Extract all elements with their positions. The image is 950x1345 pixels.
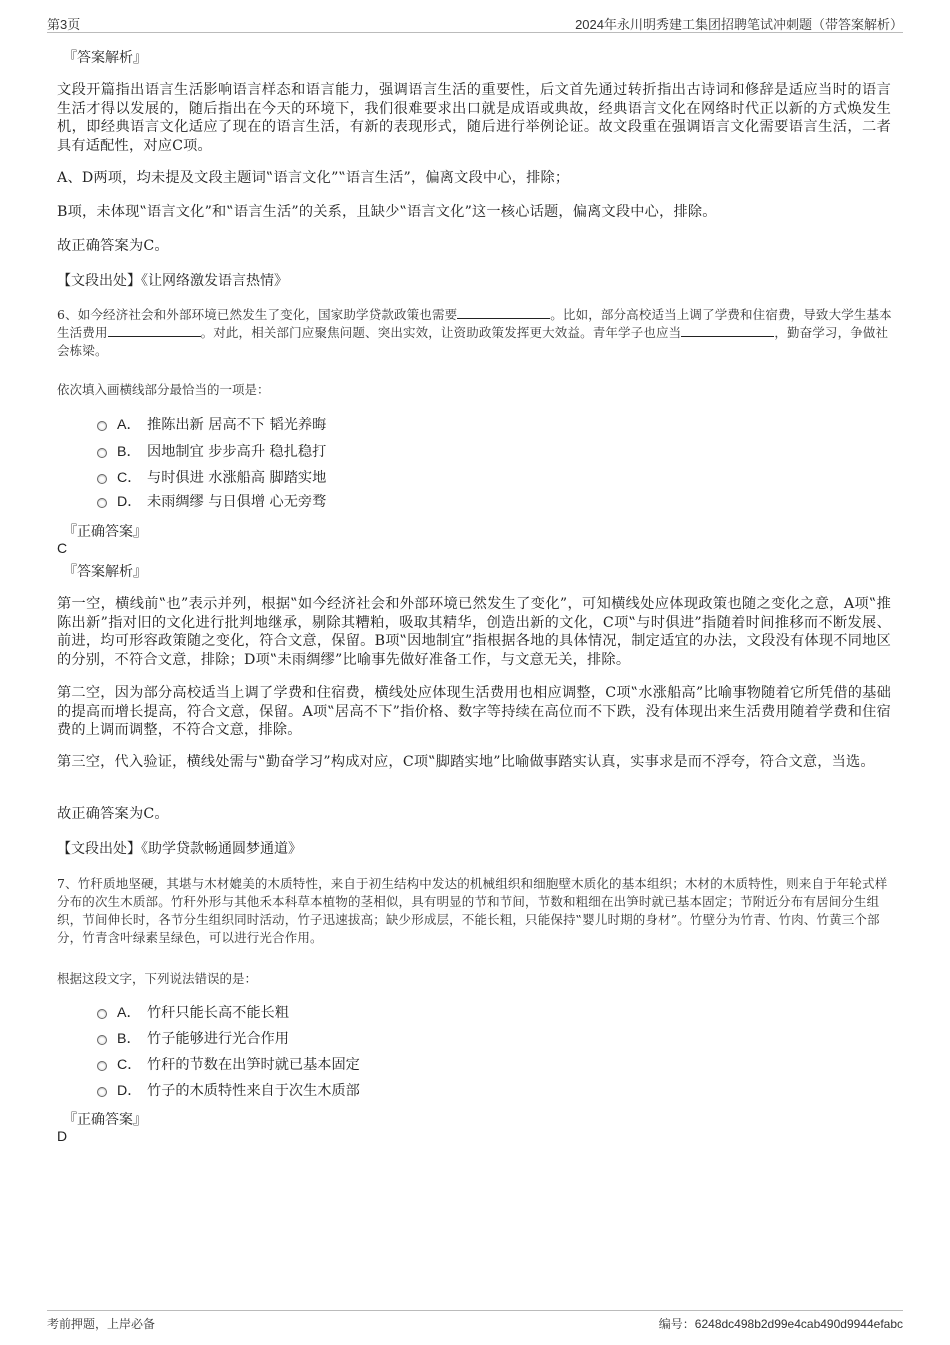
fill-blank [681, 324, 774, 337]
passage-source: 【文段出处】《助学贷款畅通圆梦通道》 [57, 841, 302, 857]
question-prompt: 依次填入画横线部分最恰当的一项是： [57, 382, 270, 397]
question-7-stem: 7、竹秆质地坚硬，其堪与木材媲美的木质特性，来自于初生结构中发达的机械组织和细胞壁木质化的基本组织；木材的木质特性，则来自于年轮式样分布的次生木质部。竹秆外形与其他禾本科草本植物的茎相似，具有明显的节和节间，节数和粗细在出笋时就已基本固定；节附近分布有居间分生组织，节间伸长时，各节分生组织同时活动，竹子迅速拔高；缺少形成层，不能长粗，只能保持‟婴儿时期的身材”。竹壁分为竹青、竹肉、竹黄三个部分，竹青含叶绿素呈绿色，可以进行光合作用。 [57, 876, 888, 945]
option-d[interactable]: D． 竹子的木质特性来自于次生木质部 [97, 1080, 360, 1100]
correct-answer-label: 『正确答案』 [63, 1112, 147, 1128]
radio-button-icon[interactable] [97, 448, 107, 458]
footer-slogan: 考前押题，上岸必备 [47, 1317, 156, 1331]
radio-button-icon[interactable] [97, 1087, 107, 1097]
option-b[interactable]: B． 因地制宜 步步高升 稳扎稳打 [97, 441, 326, 461]
analysis-conclusion: 故正确答案为C。 [57, 806, 169, 822]
document-title: 2024年永川明秀建工集团招聘笔试冲刺题（带答案解析） [575, 17, 903, 32]
option-d[interactable]: D． 未雨绸缪 与日俱增 心无旁骛 [97, 491, 326, 511]
analysis-paragraph: 第三空，代入验证，横线处需与‟勤奋学习”构成对应，C项‟脚踏实地”比喻做事踏实认真，实事求是而不浮夸，符合文意，当选。 [57, 754, 875, 770]
option-a[interactable]: A． 推陈出新 居高不下 韬光养晦 [97, 414, 326, 434]
page-header [47, 12, 903, 33]
option-c[interactable]: C． 与时俱进 水涨船高 脚踏实地 [97, 467, 326, 487]
option-c[interactable]: C． 竹秆的节数在出笋时就已基本固定 [97, 1054, 360, 1074]
fill-blank [108, 324, 201, 337]
question-prompt: 根据这段文字，下列说法错误的是： [57, 971, 258, 986]
analysis-paragraph: B项，未体现‟语言文化”和‟语言生活”的关系，且缺少‟语言文化”这一核心话题，偏离文段中心，排除。 [57, 204, 717, 220]
page-footer [47, 1310, 903, 1332]
page-number: 第3页 [47, 17, 81, 32]
analysis-label: 『答案解析』 [63, 50, 147, 66]
radio-button-icon[interactable] [97, 421, 107, 431]
document-id: 编号：6248dc498b2d99e4cab490d9944efabc [658, 1317, 903, 1331]
option-a[interactable]: A． 竹秆只能长高不能长粗 [97, 1002, 289, 1022]
correct-answer-label: 『正确答案』 [63, 524, 147, 540]
analysis-paragraph: A、D两项，均未提及文段主题词‟语言文化”‟语言生活”，偏离文段中心，排除； [57, 170, 570, 186]
analysis-label: 『答案解析』 [63, 564, 147, 580]
radio-button-icon[interactable] [97, 498, 107, 508]
analysis-paragraph: 文段开篇指出语言生活影响语言样态和语言能力，强调语言生活的重要性，后文首先通过转折指出古诗词和修辞是适应当时的语言生活才得以发展的，随后指出在今天的环境下，我们很难要求出口就是成语或典故，经典语言文化在网络时代正以新的方式焕发生机，即经典语言文化适应了现在的语言生活，有新的表现形式，随后进行举例论证。故文段重在强调语言文化需要语言生活，二者具有适配性，对应C项。 [57, 82, 891, 154]
correct-answer: D [57, 1128, 68, 1144]
passage-source: 【文段出处】《让网络激发语言热情》 [57, 273, 288, 289]
correct-answer: C [57, 540, 68, 556]
option-b[interactable]: B． 竹子能够进行光合作用 [97, 1028, 289, 1048]
analysis-paragraph: 第二空，因为部分高校适当上调了学费和住宿费，横线处应体现生活费用也相应调整，C项‟水涨船高”比喻事物随着它所凭借的基础的提高而增长提高，符合文意，保留。A项‟居高不下”指价格、数字等持续在高位而不下跌，没有体现出来生活费用随着学费和住宿费的上调而调整，不符合文意，排除。 [57, 685, 891, 738]
analysis-conclusion: 故正确答案为C。 [57, 238, 169, 254]
question-6-stem: 6、如今经济社会和外部环境已然发生了变化，国家助学贷款政策也需要 。比如，部分高校适当上调了学费和住宿费，导致大学生基本生活费用 。对此，相关部门应聚焦问题、突出实效，让资助政策发挥更大效益。青年学子也应当 ，勤奋学习，争做社会栋梁。 [57, 307, 892, 358]
radio-button-icon[interactable] [97, 474, 107, 484]
fill-blank [457, 306, 550, 319]
radio-button-icon[interactable] [97, 1009, 107, 1019]
analysis-paragraph: 第一空，横线前‟也”表示并列，根据‟如今经济社会和外部环境已然发生了变化”，可知横线处应体现政策也随之变化之意，A项‟推陈出新”指对旧的文化进行批判地继承，剔除其糟粕，吸取其精华，创造出新的文化，C项‟与时俱进”指随着时间推移而不断发展、前进，均可形容政策随之变化，符合文意，保留。B项‟因地制宜”指根据各地的具体情况，制定适宜的办法，文段没有体现不同地区的分别，不符合文意，排除；D项‟未雨绸缪”比喻事先做好准备工作，与文意无关，排除。 [57, 596, 891, 668]
radio-button-icon[interactable] [97, 1061, 107, 1071]
radio-button-icon[interactable] [97, 1035, 107, 1045]
